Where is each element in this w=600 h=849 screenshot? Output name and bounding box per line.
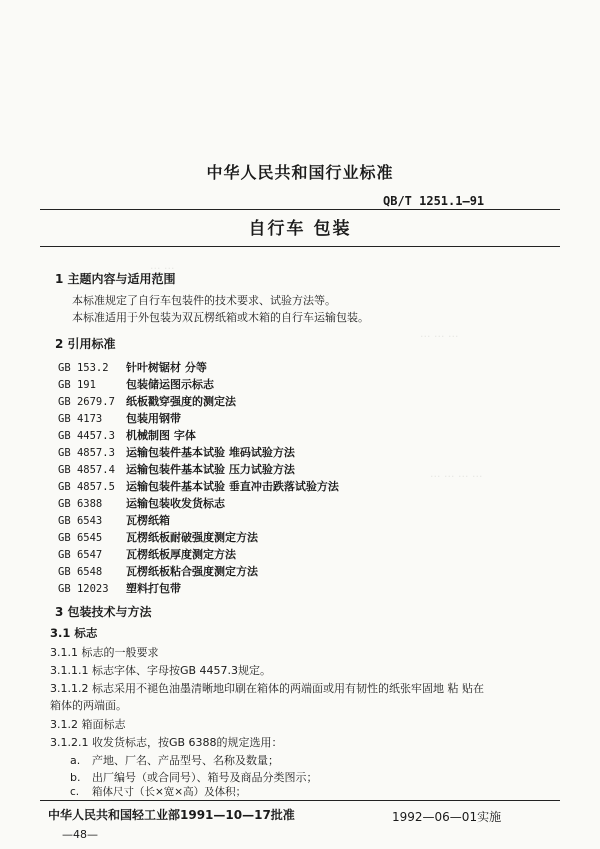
reference-code: GB 4457.3 [58, 430, 115, 442]
section-3-1-2-heading: 3.1.2 箱面标志 [50, 718, 126, 731]
section-1-paragraph-2: 本标准适用于外包装为双瓦楞纸箱或木箱的自行车运输包装。 [72, 311, 369, 324]
reference-title: 塑料打包带 [126, 582, 181, 595]
reference-item [58, 577, 181, 596]
reference-title: 针叶树锯材 分等 [126, 361, 207, 374]
reference-code: GB 153.2 [58, 362, 109, 374]
bleed-through-mark: ··· ··· ··· ··· [430, 470, 483, 483]
reference-code: GB 4857.5 [58, 481, 115, 493]
clause-3-1-2-1: 3.1.2.1 收发货标志，按GB 6388的规定选用： [50, 736, 283, 749]
reference-code: GB 6547 [58, 549, 103, 561]
reference-code: GB 6545 [58, 532, 103, 544]
list-item-text: 产地、厂名、产品型号、名称及数量； [92, 754, 279, 767]
reference-title: 运输包装件基本试验 压力试验方法 [126, 463, 295, 476]
list-item [70, 784, 246, 799]
reference-title: 瓦楞纸板粘合强度测定方法 [126, 565, 258, 578]
footer-rule [40, 800, 560, 801]
reference-title: 瓦楞纸板厚度测定方法 [126, 548, 236, 561]
reference-title: 机械制图 字体 [126, 429, 196, 442]
clause-3-1-1-2: 3.1.1.2 标志采用不褪色油墨清晰地印刷在箱体的两端面或用有韧性的纸张牢固地 粘 贴在 [50, 682, 484, 695]
reference-code: GB 6388 [58, 498, 103, 510]
title-rule [40, 246, 560, 247]
issuer-approval: 中华人民共和国轻工业部1991—10—17批准 [48, 808, 295, 822]
page-number: —48— [62, 828, 98, 841]
list-item-label: b. [70, 771, 81, 784]
effective-date: 1992—06—01实施 [392, 810, 502, 824]
section-3-heading: 3 包装技术与方法 [55, 605, 152, 619]
reference-title: 运输包装收发货标志 [126, 497, 225, 510]
reference-code: GB 2679.7 [58, 396, 115, 408]
reference-title: 瓦楞纸箱 [126, 514, 170, 527]
section-1-paragraph-1: 本标准规定了自行车包装件的技术要求、试验方法等。 [72, 294, 336, 307]
list-item-label: a. [70, 754, 81, 767]
section-3-1-1-heading: 3.1.1 标志的一般要求 [50, 646, 159, 659]
list-item-label: c. [70, 786, 80, 798]
bleed-through-mark: ··· ··· [150, 262, 175, 275]
list-item-text: 箱体尺寸（长×宽×高）及体积； [92, 786, 247, 798]
document-title: 自行车 包装 [248, 219, 352, 239]
section-3-1-heading: 3.1 标志 [50, 626, 98, 640]
list-item-text: 出厂编号（或合同号）、箱号及商品分类图示； [92, 771, 318, 784]
section-2-heading: 2 引用标准 [55, 337, 116, 351]
section-1-heading: 1 主题内容与适用范围 [55, 272, 176, 286]
standard-category-title: 中华人民共和国行业标准 [206, 163, 394, 182]
clause-3-1-1-2-continued: 箱体的两端面。 [50, 699, 127, 712]
reference-title: 运输包装件基本试验 堆码试验方法 [126, 446, 295, 459]
bleed-through-mark: ··· ··· ··· [420, 330, 459, 343]
reference-title: 包装用钢带 [126, 412, 181, 425]
reference-code: GB 6548 [58, 566, 103, 578]
list-item [70, 752, 279, 768]
reference-code: GB 6543 [58, 515, 103, 527]
reference-title: 瓦楞纸板耐破强度测定方法 [126, 531, 258, 544]
reference-code: GB 12023 [58, 583, 109, 595]
reference-code: GB 4857.3 [58, 447, 115, 459]
header-rule [40, 209, 560, 210]
reference-title: 运输包装件基本试验 垂直冲击跌落试验方法 [126, 480, 339, 493]
reference-code: GB 4173 [58, 413, 103, 425]
list-item [70, 769, 318, 785]
reference-title: 包装储运图示标志 [126, 378, 214, 391]
reference-title: 纸板戳穿强度的测定法 [126, 395, 236, 408]
reference-code: GB 191 [58, 379, 96, 391]
reference-code: GB 4857.4 [58, 464, 115, 476]
clause-3-1-1-1: 3.1.1.1 标志字体、字母按GB 4457.3规定。 [50, 664, 272, 677]
standard-code: QB/T 1251.1—91 [383, 194, 485, 208]
